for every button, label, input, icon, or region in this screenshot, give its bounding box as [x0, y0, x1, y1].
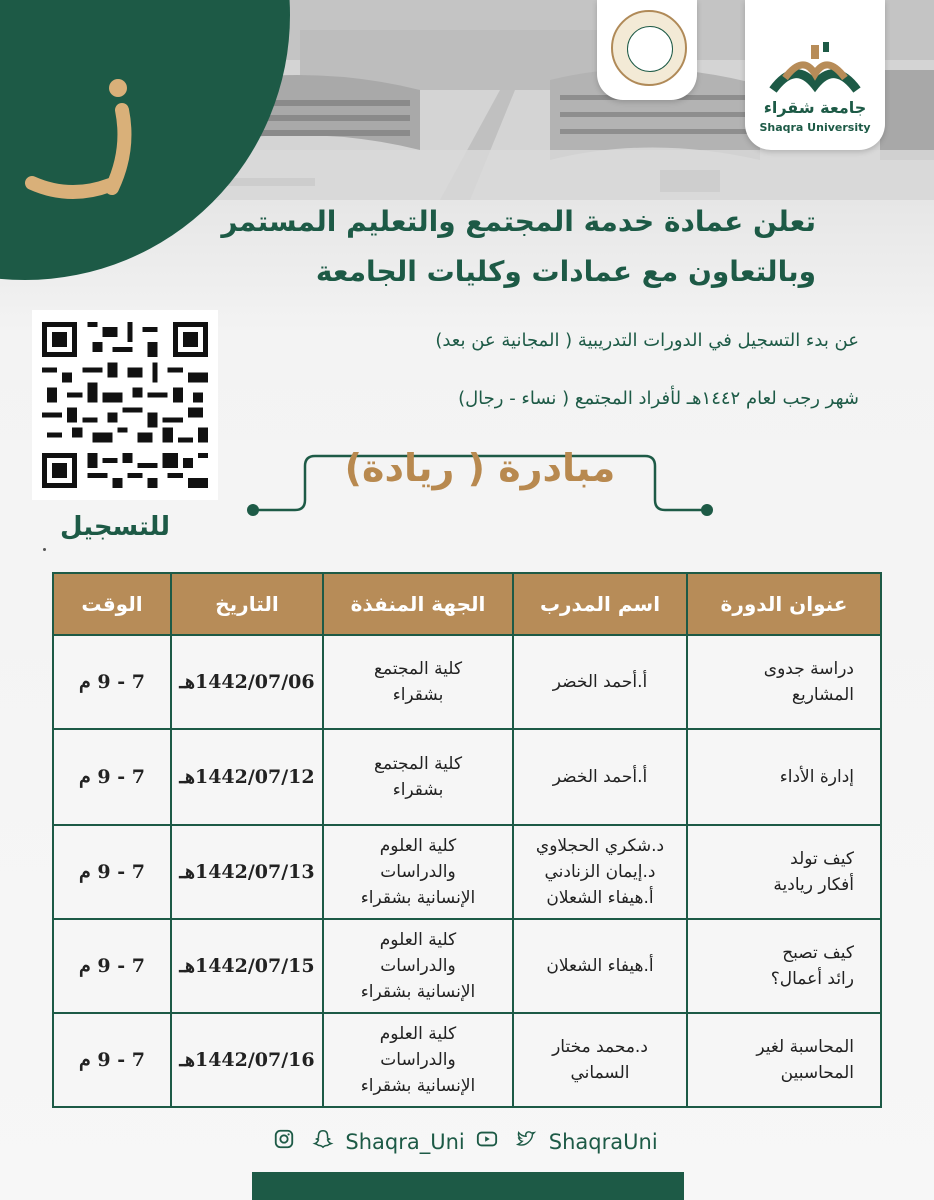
header-trainer: اسم المدرب [513, 573, 687, 635]
trainer-cell: د.محمد مختار السماني [513, 1013, 687, 1107]
time-cell: 7 - 9 م [53, 825, 171, 919]
youtube-icon[interactable] [471, 1128, 503, 1155]
time-cell: 7 - 9 م [53, 729, 171, 825]
entity-cell: كلية المجتمع بشقراء [323, 635, 513, 729]
open-book-icon [765, 40, 865, 100]
university-name-en: Shaqra University [759, 121, 871, 134]
registration-qr-code[interactable] [32, 310, 218, 500]
table-row [53, 729, 881, 825]
handle-instagram-snapchat[interactable]: Shaqra_Uni [345, 1129, 465, 1154]
time-cell: 7 - 9 م [53, 919, 171, 1013]
date-cell: 1442/07/13هـ [171, 825, 323, 919]
time-cell: 7 - 9 م [53, 635, 171, 729]
course-title-cell: المحاسبة لغير المحاسبين [687, 1013, 881, 1107]
date-cell: 1442/07/12هـ [171, 729, 323, 825]
date-cell: 1442/07/16هـ [171, 1013, 323, 1107]
entity-cell: كلية العلوم والدراسات الإنسانية بشقراء [323, 825, 513, 919]
time-cell: 7 - 9 م [53, 1013, 171, 1107]
table-row [53, 635, 881, 729]
course-title-cell: كيف تصبح رائد أعمال؟ [687, 919, 881, 1013]
instagram-icon[interactable] [268, 1128, 300, 1155]
headline-line-1: تعلن عمادة خدمة المجتمع والتعليم المستمر [221, 205, 816, 238]
course-schedule-table [52, 572, 882, 1108]
entity-cell: كلية المجتمع بشقراء [323, 729, 513, 825]
entity-cell: كلية العلوم والدراسات الإنسانية بشقراء [323, 1013, 513, 1107]
trainer-cell: أ.هيفاء الشعلان [513, 919, 687, 1013]
course-title-cell: إدارة الأداء [687, 729, 881, 825]
deanship-logo [597, 0, 697, 100]
decorative-gold-arc [0, 0, 300, 300]
initiative-title: مبادرة ( ريادة) [344, 446, 616, 490]
headline-line-2: وبالتعاون مع عمادات وكليات الجامعة [315, 255, 816, 288]
header-date: التاريخ [171, 573, 323, 635]
table-header-row [53, 573, 881, 635]
entity-cell: كلية العلوم والدراسات الإنسانية بشقراء [323, 919, 513, 1013]
twitter-icon[interactable] [510, 1128, 542, 1155]
table-row [53, 825, 881, 919]
course-title-cell: دراسة جدوى المشاريع [687, 635, 881, 729]
header-entity: الجهة المنفذة [323, 573, 513, 635]
stray-dot [43, 548, 46, 551]
date-cell: 1442/07/15هـ [171, 919, 323, 1013]
announcement-line-1: عن بدء التسجيل في الدورات التدريبية ( المجانية عن بعد) [435, 330, 859, 351]
registration-label: للتسجيل [60, 512, 171, 542]
header-time: الوقت [53, 573, 171, 635]
snapchat-icon[interactable] [307, 1128, 339, 1155]
bottom-green-bar [252, 1172, 684, 1200]
trainer-cell: أ.أحمد الخضر [513, 729, 687, 825]
social-footer [268, 1128, 658, 1155]
date-cell: 1442/07/06هـ [171, 635, 323, 729]
announcement-line-2: شهر رجب لعام ١٤٤٢هـ لأفراد المجتمع ( نساء - رجال) [458, 388, 859, 409]
table-row [53, 1013, 881, 1107]
table-row [53, 919, 881, 1013]
university-logo [745, 0, 885, 150]
trainer-cell: د.شكري الحجلاوي د.إيمان الزنادني أ.هيفاء الشعلان [513, 825, 687, 919]
header-course-title: عنوان الدورة [687, 573, 881, 635]
handle-youtube-twitter[interactable]: ShaqraUni [548, 1129, 658, 1154]
university-name-ar: جامعة شقراء [763, 98, 867, 117]
course-title-cell: كيف تولد أفكار ريادية [687, 825, 881, 919]
trainer-cell: أ.أحمد الخضر [513, 635, 687, 729]
seal-icon [611, 10, 687, 86]
